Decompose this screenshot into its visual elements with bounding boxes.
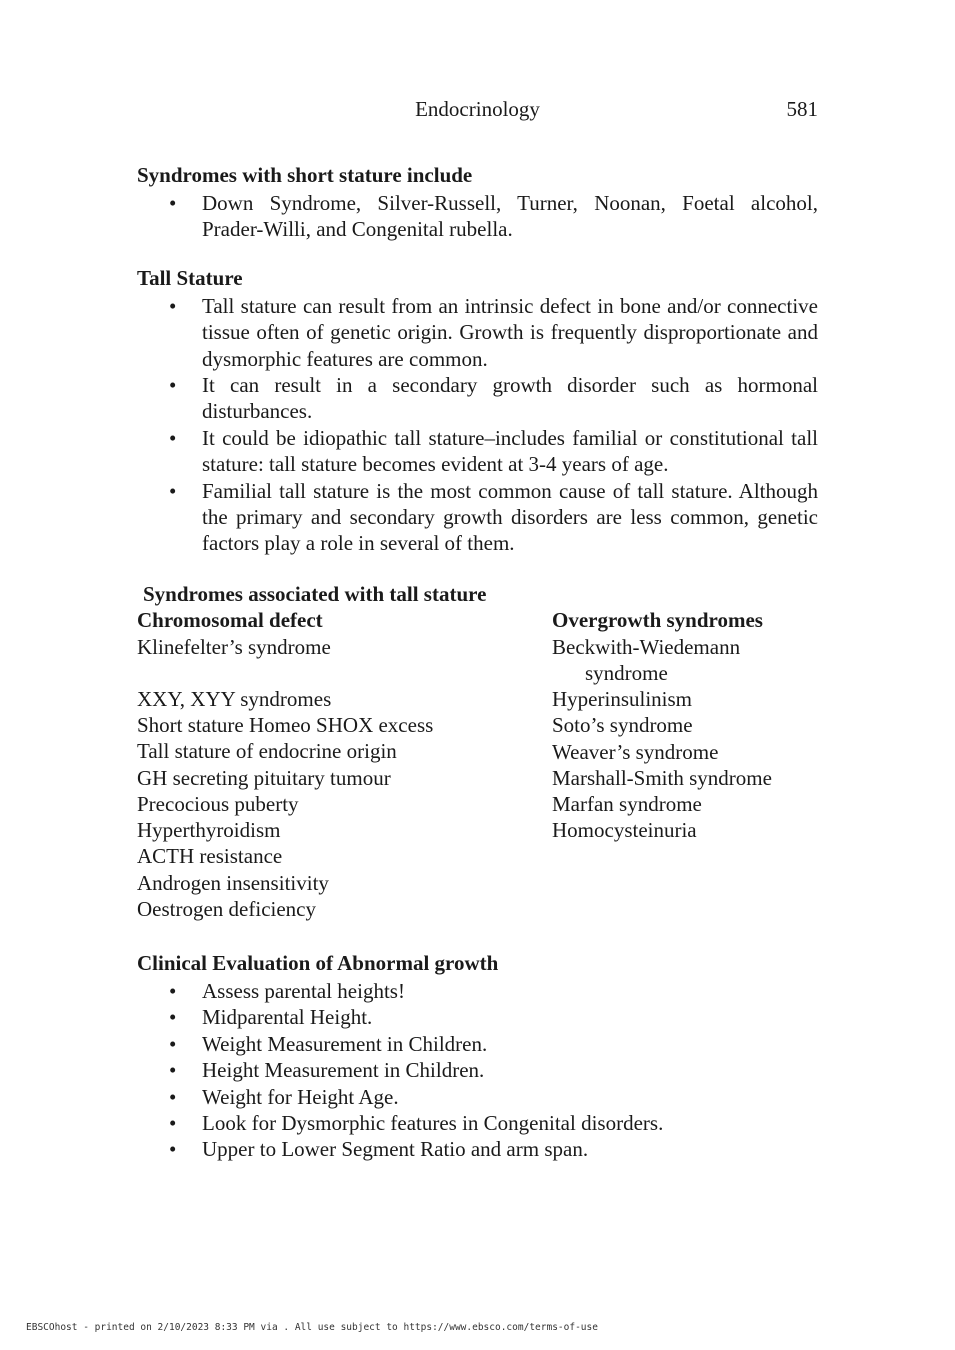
list-item: • Familial tall stature is the most common cause of tall stature. Although the primary and secondary growth disorders are less common, genetic factors play a role in several of them.	[137, 478, 818, 557]
list-item: • Assess parental heights!	[137, 978, 818, 1004]
chromosomal-defect-heading: Chromosomal defect	[137, 608, 323, 633]
continuation-text: syndrome	[585, 660, 668, 685]
list-item: GH secreting pituitary tumour	[137, 765, 391, 790]
list-item: • It can result in a secondary growth disorder such as hormonal disturbances.	[137, 372, 818, 425]
overgrowth-syndromes-heading: Overgrowth syndromes	[552, 608, 763, 633]
list-item: • Height Measurement in Children.	[137, 1057, 818, 1083]
footer-notice: EBSCOhost - printed on 2/10/2023 8:33 PM via . All use subject to https://www.ebsco.com/terms-of-use	[26, 1322, 598, 1333]
list-item: Hyperthyroidism	[137, 818, 281, 843]
page-content	[137, 160, 818, 1163]
list-item: XXY, XYY syndromes	[137, 687, 332, 712]
clinical-evaluation-list	[137, 978, 818, 1163]
list-item: Precocious puberty	[137, 791, 299, 816]
list-item: Klinefelter’s syndrome	[137, 634, 331, 659]
tall-stature-list	[137, 293, 818, 557]
list-item: • Weight Measurement in Children.	[137, 1031, 818, 1057]
list-item: Marshall-Smith syndrome	[552, 765, 772, 790]
list-item: • Midparental Height.	[137, 1004, 818, 1030]
short-stature-list	[137, 190, 818, 243]
tall-syndromes-heading: Syndromes associated with tall stature	[143, 581, 487, 606]
list-item: ACTH resistance	[137, 844, 283, 869]
clinical-evaluation-heading: Clinical Evaluation of Abnormal growth	[137, 950, 499, 975]
chromosomal-defect-column	[137, 607, 552, 922]
list-item: Beckwith-Wiedemann	[552, 634, 741, 659]
blank-line	[137, 660, 552, 686]
list-item: Tall stature of endocrine origin	[137, 739, 397, 764]
list-item: • Down Syndrome, Silver-Russell, Turner, Noonan, Foetal alcohol, Prader-Willi, and Congenital rubella.	[137, 190, 818, 243]
overgrowth-syndromes-column	[552, 607, 818, 922]
list-item: Short stature Homeo SHOX excess	[137, 713, 434, 738]
running-header-title: Endocrinology	[415, 97, 540, 121]
list-item: • Look for Dysmorphic features in Congenital disorders.	[137, 1110, 818, 1136]
list-item: Hyperinsulinism	[552, 687, 692, 712]
page-number: 581	[786, 97, 818, 121]
list-item: Androgen insensitivity	[137, 870, 329, 895]
short-stature-heading: Syndromes with short stature include	[137, 163, 473, 187]
list-item: • Upper to Lower Segment Ratio and arm span.	[137, 1136, 818, 1162]
list-item: Weaver’s syndrome	[552, 739, 719, 764]
list-item: Homocysteinuria	[552, 818, 697, 843]
list-item: Oestrogen deficiency	[137, 896, 317, 921]
list-item-continuation	[552, 660, 818, 686]
list-item: • Tall stature can result from an intrinsic defect in bone and/or connective tissue often of genetic origin. Growth is frequently disproportionate and dysmorphic features are common.	[137, 293, 818, 372]
tall-syndromes-columns	[137, 607, 818, 922]
list-item: • It could be idiopathic tall stature–includes familial or constitutional tall stature: tall stature becomes evident at 3-4 years of age.	[137, 425, 818, 478]
list-item: Soto’s syndrome	[552, 713, 693, 738]
list-item: Marfan syndrome	[552, 791, 702, 816]
running-header	[137, 96, 818, 122]
list-item: • Weight for Height Age.	[137, 1084, 818, 1110]
tall-stature-heading: Tall Stature	[137, 265, 243, 290]
